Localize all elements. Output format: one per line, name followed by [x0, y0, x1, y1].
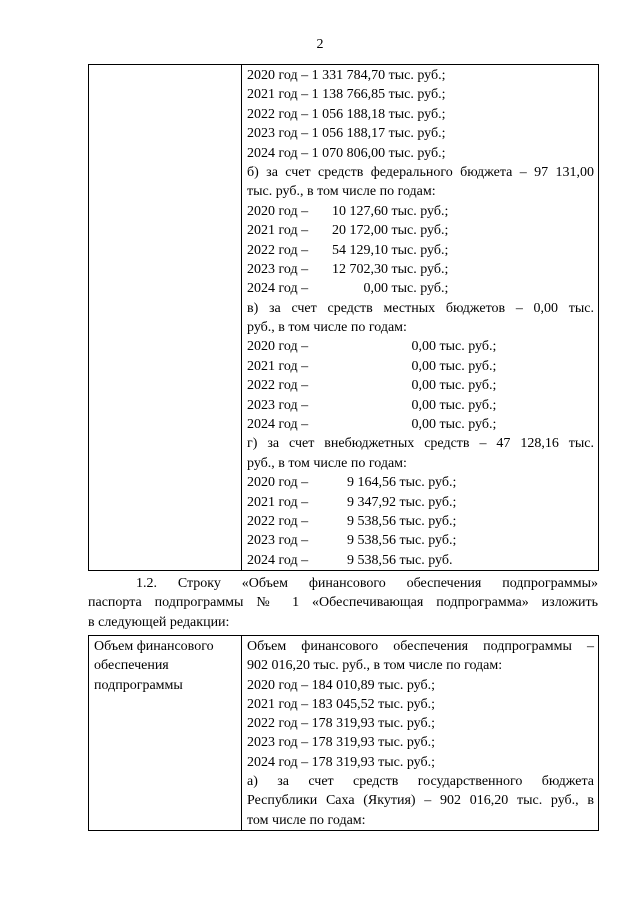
amount: 0,00	[411, 397, 436, 413]
year: 2024 год –	[247, 281, 309, 297]
paragraph-line: паспорта подпрограммы № 1 «Обеспечивающая подпрограмма» изложить	[88, 595, 598, 611]
extrabudgetary-year-line	[247, 512, 594, 531]
unit: тыс. руб.;	[436, 358, 497, 374]
year: 2020 год –	[247, 475, 309, 491]
year: 2021 год –	[247, 223, 309, 239]
extrabudgetary-year-line	[247, 493, 594, 512]
unit: тыс. руб.;	[388, 261, 449, 277]
year-line: 2024 год – 178 319,93 тыс. руб.;	[247, 754, 435, 770]
year: 2022 год –	[247, 378, 309, 394]
unit: тыс. руб.;	[436, 397, 497, 413]
amount: 0,00	[411, 378, 436, 394]
year: 2023 год –	[247, 261, 309, 277]
amount: 9 164,56	[347, 475, 396, 491]
year-line: 2020 год – 1 331 784,70 тыс. руб.;	[247, 68, 446, 83]
federal-year-line	[247, 279, 594, 298]
extrabudgetary-year-line	[247, 551, 594, 570]
federal-year-line	[247, 221, 594, 240]
year: 2023 год –	[247, 533, 309, 549]
funding-table-continued	[88, 64, 599, 571]
local-year-line	[247, 357, 594, 376]
year-line: 2021 год – 1 138 766,85 тыс. руб.;	[247, 87, 446, 103]
year-line: 2022 год – 178 319,93 тыс. руб.;	[247, 716, 435, 732]
local-year-line	[247, 415, 594, 434]
year-line: 2021 год – 183 045,52 тыс. руб.;	[247, 696, 435, 712]
label-line: Объем финансового	[94, 639, 214, 654]
amount: 20 172,00	[332, 223, 388, 239]
funding-details-cell	[242, 65, 599, 571]
extrabudgetary-year-line	[247, 531, 594, 550]
state-budget-line: Республики Саха (Якутия) – 902 016,20 тыс. руб., в	[247, 793, 594, 809]
unit: тыс. руб.;	[396, 494, 457, 510]
year: 2023 год –	[247, 397, 309, 413]
year-line: 2022 год – 1 056 188,18 тыс. руб.;	[247, 106, 446, 122]
amount: 9 538,56	[347, 513, 396, 529]
amount: 0,00	[411, 417, 436, 433]
paragraph-line: в следующей редакции:	[88, 614, 230, 630]
amount: 9 347,92	[347, 494, 396, 510]
year-line: 2023 год – 178 319,93 тыс. руб.;	[247, 735, 435, 751]
year: 2024 год –	[247, 552, 309, 568]
paragraph-line: 1.2. Строку «Объем финансового обеспечения подпрограммы»	[136, 576, 598, 591]
unit: тыс. руб.;	[396, 513, 457, 529]
unit: тыс. руб.;	[436, 339, 497, 355]
amount: 9 538,56	[347, 533, 396, 549]
local-budget-heading-cont: руб., в том числе по годам:	[247, 320, 407, 336]
amount: 0,00	[411, 358, 436, 374]
federal-year-line	[247, 202, 594, 221]
unit: тыс. руб.;	[388, 203, 449, 219]
federal-year-line	[247, 241, 594, 260]
total-heading-cont: 902 016,20 тыс. руб., в том числе по годам:	[247, 658, 503, 674]
year-line: 2023 год – 1 056 188,17 тыс. руб.;	[247, 126, 446, 142]
total-heading: Объем финансового обеспечения подпрограммы –	[247, 639, 594, 654]
year-line: 2020 год – 184 010,89 тыс. руб.;	[247, 677, 435, 693]
federal-year-line	[247, 260, 594, 279]
extrabudgetary-heading-cont: руб., в том числе по годам:	[247, 455, 407, 471]
unit: тыс. руб.;	[436, 378, 497, 394]
unit: тыс. руб.;	[388, 242, 449, 258]
state-budget-line: а) за счет средств государственного бюджета	[247, 774, 594, 790]
local-budget-heading: в) за счет средств местных бюджетов – 0,00 тыс.	[247, 300, 594, 316]
label-line: подпрограммы	[94, 677, 183, 693]
local-year-line	[247, 376, 594, 395]
amount: 12 702,30	[332, 261, 388, 277]
local-year-line	[247, 337, 594, 356]
amount: 0,00	[411, 339, 436, 355]
unit: тыс. руб.	[396, 552, 453, 568]
value-cell	[242, 636, 599, 831]
year: 2024 год –	[247, 417, 309, 433]
year: 2020 год –	[247, 339, 309, 355]
year: 2022 год –	[247, 513, 309, 529]
amount: 10 127,60	[332, 203, 388, 219]
unit: тыс. руб.;	[436, 417, 497, 433]
subprogram-funding-table	[88, 635, 599, 831]
federal-budget-heading-cont: тыс. руб., в том числе по годам:	[247, 184, 436, 200]
year: 2022 год –	[247, 242, 309, 258]
extrabudgetary-year-line	[247, 473, 594, 492]
empty-left-cell	[89, 65, 242, 571]
local-year-line	[247, 396, 594, 415]
label-line: обеспечения	[94, 658, 169, 674]
page-number: 2	[316, 37, 324, 52]
amount: 0,00	[363, 281, 388, 297]
unit: тыс. руб.;	[396, 533, 457, 549]
unit: тыс. руб.;	[388, 281, 449, 297]
year: 2021 год –	[247, 358, 309, 374]
unit: тыс. руб.;	[388, 223, 449, 239]
amount: 9 538,56	[347, 552, 396, 568]
federal-budget-heading: б) за счет средств федерального бюджета – 97 131,00	[247, 164, 594, 180]
state-budget-line: том числе по годам:	[247, 812, 366, 828]
year-line: 2024 год – 1 070 806,00 тыс. руб.;	[247, 145, 446, 161]
amendment-paragraph	[88, 574, 598, 632]
year: 2020 год –	[247, 203, 309, 219]
unit: тыс. руб.;	[396, 475, 457, 491]
year: 2021 год –	[247, 494, 309, 510]
extrabudgetary-heading: г) за счет внебюджетных средств – 47 128,16 тыс.	[247, 436, 594, 452]
label-cell	[89, 636, 242, 831]
amount: 54 129,10	[332, 242, 388, 258]
